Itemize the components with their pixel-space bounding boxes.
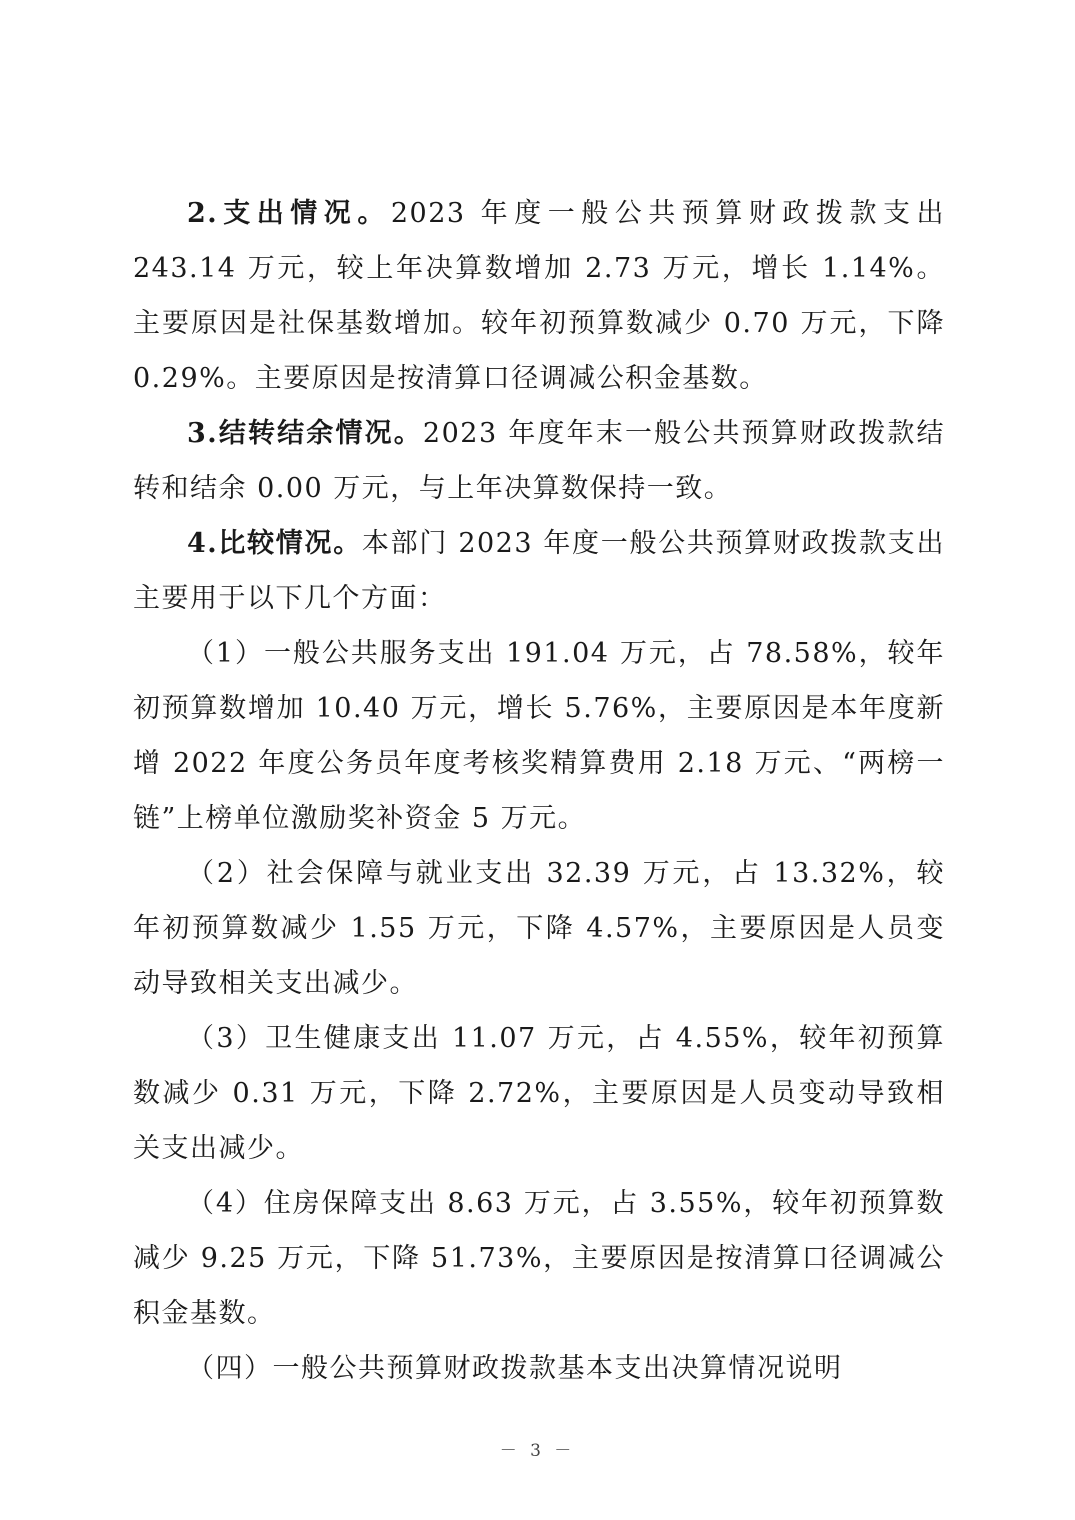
paragraph-expenditure [133,186,945,406]
paragraph-text: 本部门 2023 年度一般公共预算财政拨款支出主要用于以下几个方面： [133,528,945,614]
page-number: － 3 － [499,1441,576,1461]
paragraph-lead: 4.比较情况。 [187,528,362,559]
paragraph-item-2 [133,846,945,1011]
paragraph-lead: 3.结转结余情况。 [187,418,423,449]
paragraph-item-1 [133,626,945,846]
paragraph-item-4 [133,1176,945,1341]
paragraph-carryover [133,406,945,516]
paragraph-text: （1）一般公共服务支出 191.04 万元，占 78.58%，较年初预算数增加 10.40 万元，增长 5.76%，主要原因是本年度新增 2022 年度公务员年度考核奖精算费用 2.18 万元、“两榜一链”上榜单位激励奖补资金 5 万元。 [133,638,945,834]
document-body [133,186,945,1396]
paragraph-text: （四）一般公共预算财政拨款基本支出决算情况说明 [187,1353,843,1384]
paragraph-lead: 2.支出情况。 [187,198,391,229]
paragraph-comparison [133,516,945,626]
section-heading [133,1341,945,1396]
paragraph-text: （4）住房保障支出 8.63 万元，占 3.55%，较年初预算数减少 9.25 万元，下降 51.73%，主要原因是按清算口径调减公积金基数。 [133,1188,945,1329]
paragraph-text: （3）卫生健康支出 11.07 万元，占 4.55%，较年初预算数减少 0.31 万元，下降 2.72%，主要原因是人员变动导致相关支出减少。 [133,1023,945,1164]
paragraph-text: 2023 年度一般公共预算财政拨款支出 243.14 万元，较上年决算数增加 2.73 万元，增长 1.14%。主要原因是社保基数增加。较年初预算数减少 0.70 万元，下降 0.29%。主要原因是按清算口径调减公积金基数。 [133,198,945,394]
paragraph-item-3 [133,1011,945,1176]
paragraph-text: （2）社会保障与就业支出 32.39 万元，占 13.32%，较年初预算数减少 1.55 万元，下降 4.57%，主要原因是人员变动导致相关支出减少。 [133,858,945,999]
paragraph-text: 2023 年度年末一般公共预算财政拨款结转和结余 0.00 万元，与上年决算数保持一致。 [133,418,946,504]
